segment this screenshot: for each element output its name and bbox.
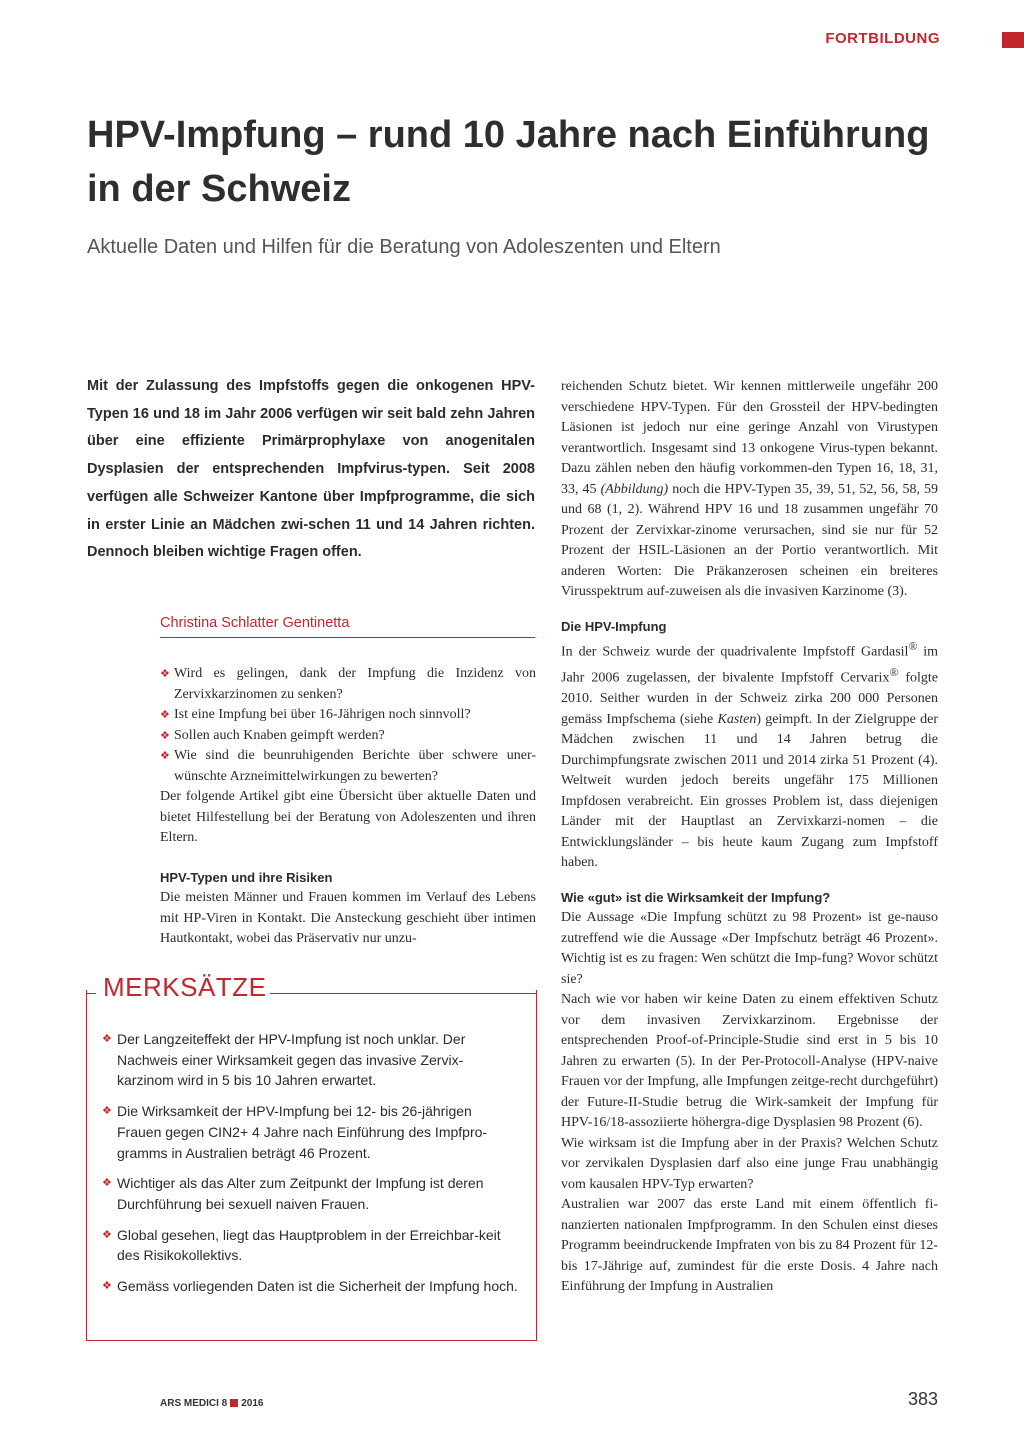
list-item: ❖ Der Langzeiteffekt der HPV-Impfung ist noch unklar. Der Nachweis einer Wirksamkeit gegen das invasive Zervix-karzinom wird in 5 bis 10 Jahren erwartet. — [102, 1031, 466, 1089]
list-item: ❖ Wie sind die beunruhigenden Berichte über schwere uner-wünschte Arzneimittelwirkungen zu bewerten? — [160, 748, 536, 784]
list-item: ❖ Gemäss vorliegenden Daten ist die Sicherheit der Impfung hoch. — [102, 1276, 520, 1297]
body-paragraph: Die meisten Männer und Frauen kommen im Verlauf des Lebens mit HP-Viren in Kontakt. Die Ansteckung geschieht über intimen Hautkontakt, wobei das Präservativ nur unzu- — [160, 890, 536, 946]
page-number: 383 — [907, 1389, 938, 1409]
question-list — [160, 664, 536, 787]
body-paragraph: Die Aussage «Die Impfung schützt zu 98 Prozent» ist ge-nauso zutreffend wie die Aussage «Der Impfschutz beträgt 46 Prozent». Wichtig ist es zu fragen: Wen schützt die Imp-fung? Wovor schützt sie? — [561, 910, 938, 987]
body-paragraph: In der Schweiz wurde der quadrivalente Impfstoff Gardasil® im Jahr 2006 zugelassen, der bivalente Impfstoff Cervarix® folgte 2010. Seither wurden in der Schweiz zirka 200 000 Personen gemäss Impfschema (siehe Kasten) geimpft. In der Zielgruppe der Mädchen zwischen 11 und 14 Jahren betrug die Durchimpfungsrate zwischen 2011 und 2014 zirka 51 Prozent (4). Weltweit wurden jedoch bereits ungefähr 175 Millionen Impfdosen verabreicht. Ein grosses Problem ist, dass diejenigen Länder mit der Hauptlast an Zervixkarzi-nomen – die Entwicklungsländer – bis heute kaum Zugang zum Impfstoff haben. — [561, 640, 938, 871]
body-paragraph: Wie wirksam ist die Impfung aber in der Praxis? Welchen Schutz vor zervikalen Dysplasien darf also eine junge Frau unabhängig vom kausalen HPV-Typ erwarten? — [561, 1135, 938, 1192]
merksaetze-title: MERKSÄTZE — [103, 972, 267, 1002]
diamond-bullet-icon: ❖ — [160, 668, 170, 680]
section-marker — [1002, 32, 1024, 48]
middle-column — [160, 664, 536, 950]
box-border-segment — [270, 993, 537, 994]
footer-marker — [230, 1399, 238, 1407]
article-subtitle: Aktuelle Daten und Hilfen für die Beratung von Adoleszenten und Eltern — [87, 236, 721, 258]
section-heading: Wie «gut» ist die Wirksamkeit der Impfung? — [561, 889, 831, 905]
intro-paragraph: Der folgende Artikel gibt eine Übersicht über aktuelle Daten und bietet Hilfestellung bei der Beratung von Adoleszenten und ihren Eltern. — [160, 789, 536, 845]
body-paragraph: Nach wie vor haben wir keine Daten zu einem effektiven Schutz vor dem invasiven Zervixkarzinom. Ergebnisse der entsprechenden Proof-of-Principle-Studie sind erst in 5 bis 10 Jahren zu erwarten (5). In der Per-Protocoll-Analyse (HPV-naive Frauen vor der Impfung, alle Impfungen zeitge-recht durchgeführt) der Future-II-Studie betrug die Wirk-samkeit der Impfung für HPV-16/18-assoziierte höhergra-dige Dysplasien 98 Prozent (6). — [561, 992, 938, 1131]
list-item: ❖ Wird es gelingen, dank der Impfung die Inzidenz von Zervixkarzinomen zu senken? — [160, 666, 536, 702]
right-column — [561, 377, 938, 1298]
body-paragraph: reichenden Schutz bietet. Wir kennen mittlerweile ungefähr 200 verschiedene HPV-Typen. Für den Grossteil der HPV-bedingten Läsionen ist jedoch nur eine geringe Anzahl von Virustypen verantwortlich. Insgesamt sind 13 onkogene Virus-typen bekannt. Dazu zählen neben den häufig vorkommen-den Typen 16, 18, 31, 33, 45 (Abbildung) noch die HPV-Typen 35, 39, 51, 52, 56, 58, 59 und 68 (1, 2). Während HPV 16 und 18 zusammen ungefähr 70 Prozent der Zervixkar-zinome verursachen, sind sie nur für 52 Prozent der HSIL-Läsionen an der Portio verantwortlich. Mit anderen Worten: Die Präkanzerosen scheinen ein breiteres Virusspektrum auf-zuweisen als die invasiven Karzinome (3). — [561, 379, 938, 599]
footer-journal: ARS MEDICI 8 2016 — [160, 1398, 264, 1409]
article-author: Christina Schlatter Gentinetta — [160, 615, 535, 638]
diamond-bullet-icon: ❖ — [102, 1177, 112, 1190]
diamond-bullet-icon: ❖ — [102, 1228, 112, 1241]
article-lead: Mit der Zulassung des Impfstoffs gegen die onkogenen HPV-Typen 16 und 18 im Jahr 2006 verfügen wir seit bald zehn Jahren über eine effiziente Primärprophylaxe von anogenitalen Dysplasien der entsprechenden Impfvirus-typen. Seit 2008 verfügen alle Schweizer Kantone über Impfprogramme, die sich in erster Linie an Mädchen zwi-schen 11 und 14 Jahren richten. Dennoch bleiben wichtige Fragen offen. — [87, 378, 535, 561]
diamond-bullet-icon: ❖ — [160, 750, 170, 762]
section-heading: Die HPV-Impfung — [561, 618, 667, 634]
diamond-bullet-icon: ❖ — [160, 729, 170, 742]
article-title: HPV-Impfung – rund 10 Jahre nach Einführung in der Schweiz — [87, 114, 930, 210]
diamond-bullet-icon: ❖ — [102, 1280, 112, 1293]
box-border-segment — [86, 993, 96, 994]
section-label: FORTBILDUNG — [825, 30, 940, 47]
list-item: ❖ Global gesehen, liegt das Hauptproblem in der Erreichbar-keit des Risikokollektivs. — [102, 1226, 501, 1264]
list-item: ❖ Sollen auch Knaben geimpft werden? — [160, 726, 536, 747]
merksaetze-list — [102, 1029, 520, 1307]
section-heading: HPV-Typen und ihre Risiken — [160, 869, 333, 885]
diamond-bullet-icon: ❖ — [102, 1033, 112, 1045]
list-item: ❖ Wichtiger als das Alter zum Zeitpunkt der Impfung ist deren Durchführung bei sexuell naiven Frauen. — [102, 1175, 484, 1212]
list-item: ❖ Ist eine Impfung bei über 16-Jährigen noch sinnvoll? — [160, 705, 536, 726]
list-item: ❖ Die Wirksamkeit der HPV-Impfung bei 12- bis 26-jährigen Frauen gegen CIN2+ 4 Jahre nach Einführung des Impfpro-gramms in Australien beträgt 46 Prozent. — [102, 1103, 488, 1161]
body-paragraph: Australien war 2007 das erste Land mit einem öffentlich fi-nanzierten nationalen Impfprogramm. In den Schulen einst dieses Programm beeindruckende Impfraten von bis zu 84 Prozent für 12- bis 17-Jährige auf, zumindest für die erste Dosis. 4 Jahre nach Einführung der Impfung in Australien — [561, 1197, 938, 1295]
diamond-bullet-icon: ❖ — [160, 709, 170, 721]
diamond-bullet-icon: ❖ — [102, 1105, 112, 1118]
